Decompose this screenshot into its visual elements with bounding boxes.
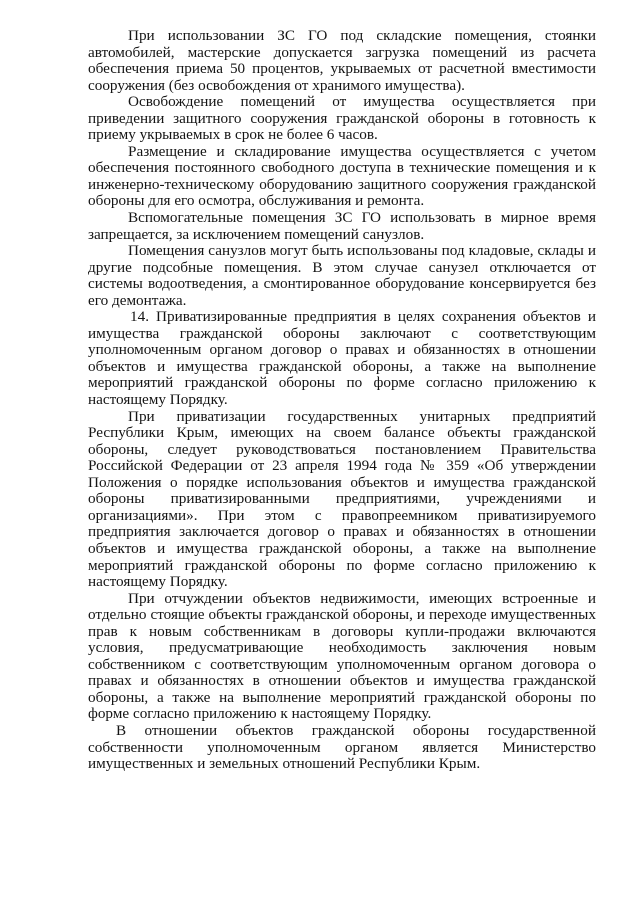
paragraph-authorized-body: В отношении объектов гражданской обороны государственной собственности уполномоченным органом является Министерство имущественных и земельных отношений Республики Крым. [88, 721, 596, 773]
paragraph-placement-storage: Размещение и складирование имущества осуществляется с учетом обеспечения постоянного свободного доступа в технические помещения и к инженерно-техническому оборудованию защитного сооружения гражданской обороны для его осмотра, обслуживания и ремонта. [88, 142, 596, 210]
paragraph-sanitary-rooms: Помещения санузлов могут быть использованы под кладовые, склады и другие подсобные помещения. В этом случае санузел отключается от системы водоотведения, а смонтированное оборудование консервируется без его демонтажа. [88, 242, 596, 309]
paragraph-auxiliary-rooms: Вспомогательные помещения ЗС ГО использовать в мирное время запрещается, за исключением помещений санузлов. [88, 209, 596, 243]
paragraph-storage-use: При использовании ЗС ГО под складские помещения, стоянки автомобилей, мастерские допускается загрузка помещений из расчета обеспечения приема 50 процентов, укрываемых от расчетной вместимости сооружения (без освобождения от хранимого имущества). [88, 27, 596, 94]
paragraph-privatization: При приватизации государственных унитарных предприятий Республики Крым, имеющих на своем балансе объекты гражданской обороны, следует руководствоваться постановлением Правительства Российской Федерации от 23 апреля 1994 года № 359 «Об утверждении Положения о порядке использования объектов и имущества гражданской обороны приватизированными предприятиями, учреждениями и организациями». При этом с правопреемником приватизируемого предприятия заключается договор о правах и обязанностях в отношении объектов и имущества гражданской обороны, а также на выполнение мероприятий гражданской обороны по форме согласно приложению к настоящему Порядку. [88, 407, 596, 591]
paragraph-release-property: Освобождение помещений от имущества осуществляется при приведении защитного сооружения гражданской обороны в готовность к приему укрываемых в срок не более 6 часов. [88, 93, 596, 144]
paragraph-alienation: При отчуждении объектов недвижимости, имеющих встроенные и отдельно стоящие объекты гражданской обороны, и переходе имущественных прав к новым собственникам в договоры купли-продажи включаются условия, предусматривающие необходимость заключения новым собственником с соответствующим уполномоченным органом договора о правах и обязанностях в отношении объектов и имущества гражданской обороны, а также на выполнение мероприятий гражданской обороны по форме согласно приложению к настоящему Порядку. [88, 589, 596, 723]
paragraph-item-14: 14. Приватизированные предприятия в целях сохранения объектов и имущества гражданской обороны заключают с соответствующим уполномоченным органом договор о правах и обязанностях в отношении объектов и имущества гражданской обороны, а также на выполнение мероприятий гражданской обороны по форме согласно приложению к настоящему Порядку. [88, 308, 596, 409]
document-page [88, 28, 596, 773]
